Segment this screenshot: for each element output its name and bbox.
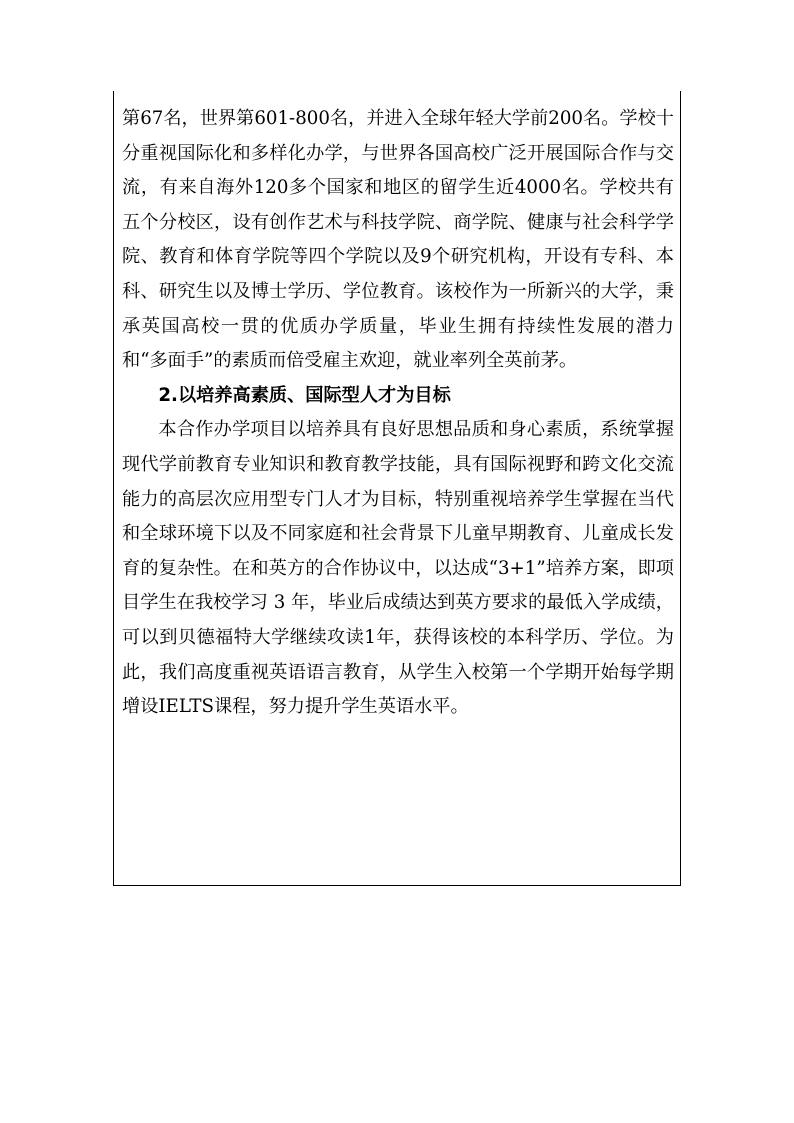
intro-paragraph: 第67名，世界第601-800名，并进入全球年轻大学前200名。学校十分重视国际化和多样化办学，与世界各国高校广泛开展国际合作与交流，有来自海外120多个国家和地区的留学生近4000名。学校共有五个分校区，设有创作艺术与科技学院、商学院、健康与社会科学学院、教育和体育学院等四个学院以及9个研究机构，开设有专科、本科、研究生以及博士学历、学位教育。该校作为一所新兴的大学，秉承英国高校一贯的优质办学质量，毕业生拥有持续性发展的潜力和“多面手”的素质而倍受雇主欢迎，就业率列全英前茅。 bbox=[122, 108, 674, 372]
document-body bbox=[122, 102, 674, 725]
goal-paragraph: 本合作办学项目以培养具有良好思想品质和身心素质，系统掌握现代学前教育专业知识和教育教学技能，具有国际视野和跨文化交流能力的高层次应用型专门人才为目标，特别重视培养学生掌握在当代和全球环境下以及不同家庭和社会背景下儿童早期教育、儿童成长发育的复杂性。在和英方的合作协议中，以达成“3+1”培养方案，即项目学生在我校学习 3 年，毕业后成绩达到英方要求的最低入学成绩，可以到贝德福特大学继续攻读1年，获得该校的本科学历、学位。为此，我们高度重视英语语言教育，从学生入校第一个学期开始每学期增设IELTS课程，努力提升学生英语水平。 bbox=[122, 419, 674, 718]
section-heading-goal: 2.以培养高素质、国际型人才为目标 bbox=[158, 384, 451, 406]
